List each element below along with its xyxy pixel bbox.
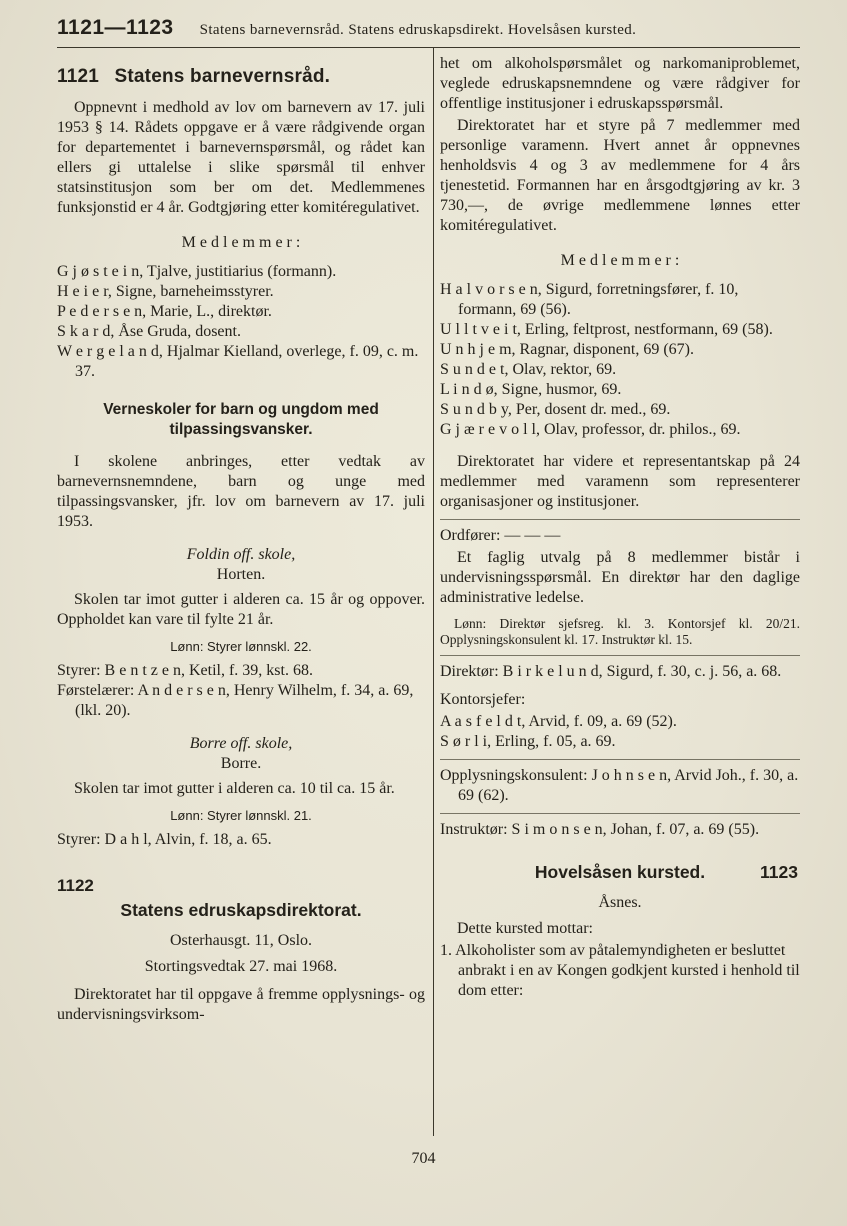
header-page-range: 1121—1123 [57, 16, 174, 39]
two-column-layout [57, 48, 800, 1136]
school-text-foldin: Skolen tar imot gutter i alderen ca. 15 år og oppover. Oppholdet kan vare til fylte 21 år. [57, 591, 425, 628]
entry-1121-number: 1121 [57, 66, 100, 87]
entry-1123-heading [440, 862, 800, 883]
entry-1123-number: 1123 [760, 862, 798, 882]
member-line: L i n d ø, Signe, husmor, 69. [440, 381, 622, 398]
page-header [57, 16, 800, 47]
member-line: G j æ r e v o l l, Olav, professor, dr. philos., 69. [440, 421, 741, 438]
salary-line-borre: Lønn: Styrer lønnskl. 21. [170, 808, 312, 823]
school-place-foldin: Horten. [216, 566, 266, 583]
kontorsjefer-heading: Kontorsjefer: [440, 691, 526, 708]
section-divider [440, 655, 800, 656]
staff-line: Styrer: D a h l, Alvin, f. 18, a. 65. [57, 831, 272, 848]
member-line: U n h j e m, Ragnar, disponent, 69 (67). [440, 341, 694, 358]
kontorsjef-line: A a s f e l d t, Arvid, f. 09, a. 69 (52). [440, 713, 677, 730]
staff-line: Førstelærer: A n d e r s e n, Henry Wilhelm, f. 34, a. 69, (lkl. 20). [57, 682, 414, 719]
members-heading-1121: M e d l e m m e r : [181, 234, 301, 251]
page-footer [0, 1150, 847, 1168]
school-name-borre: Borre off. skole, [189, 735, 293, 752]
member-line: P e d e r s e n, Marie, L., direktør. [57, 303, 272, 320]
member-line: G j ø s t e i n, Tjalve, justitiarius (formann). [57, 263, 337, 280]
member-line: H e i e r, Signe, barneheimsstyrer. [57, 283, 274, 300]
member-line: S u n d b y, Per, dosent dr. med., 69. [440, 401, 671, 418]
entry-1122-continuation: het om alkoholspørsmålet og narkomaniproblemet, veglede edruskapsnemndene og være rådgiver for offentlige institusjoner i edruskapsspørsmål. [440, 55, 800, 112]
section-divider [440, 813, 800, 814]
members-heading-1122: M e d l e m m e r : [560, 252, 680, 269]
instruktor-line: Instruktør: S i m o n s e n, Johan, f. 07, a. 69 (55). [440, 821, 760, 838]
entry-1123-title: Hovelsåsen kursted. [534, 862, 706, 882]
school-name-foldin: Foldin off. skole, [186, 546, 296, 563]
entry-1123-intro: Dette kursted mottar: [457, 920, 593, 937]
member-line: W e r g e l a n d, Hjalmar Kielland, overlege, f. 09, c. m. 37. [57, 343, 419, 380]
staff-line: Styrer: B e n t z e n, Ketil, f. 39, kst. 68. [57, 662, 313, 679]
header-running-title: Statens barnevernsråd. Statens edruskapsdirekt. Hovelsåsen kursted. [199, 22, 637, 38]
opplysningskonsulent-line: Opplysningskonsulent: J o h n s e n, Arvid Joh., f. 30, a. 69 (62). [440, 767, 799, 804]
entry-1122-decree: Stortingsvedtak 27. mai 1968. [144, 958, 338, 975]
member-line: S u n d e t, Olav, rektor, 69. [440, 361, 617, 378]
salary-block-1122: Lønn: Direktør sjefsreg. kl. 3. Kontorsjef kl. 20/21. Opplysningskonsulent kl. 17. Instruktør kl. 15. [440, 616, 800, 647]
entry-1122-board: Direktoratet har et styre på 7 medlemmer med personlige varamenn. Hvert annet år oppnevnes henholdsvis 4 og 3 av medlemmene for 4 års tjenestetid. Formannen har en årsgodtgjøring av kr. 3 730,—, de øvrige medlemmene lønnes etter komitéregulativet. [440, 117, 800, 234]
right-column [440, 48, 800, 1136]
ordforer-line: Ordfører: — — — [440, 527, 561, 544]
section-divider [440, 519, 800, 520]
column-divider [433, 48, 434, 1136]
entry-1122-number: 1122 [57, 876, 94, 895]
member-line: U l l t v e i t, Erling, feltprost, nestformann, 69 (58). [440, 321, 773, 338]
school-place-borre: Borre. [220, 755, 262, 772]
direktor-line: Direktør: B i r k e l u n d, Sigurd, f. 30, c. j. 56, a. 68. [440, 663, 782, 680]
entry-1121-heading [57, 66, 425, 88]
verneskoler-intro: I skolene anbringes, etter vedtak av barnevernsnemndene, barn og unge med tilpassingsvansker, jfr. lov om barnevern av 17. juli 1953. [57, 453, 425, 530]
entry-1123-place: Åsnes. [598, 894, 642, 911]
entry-1122-title: Statens edruskapsdirektorat. [120, 900, 362, 920]
entry-1122-address: Osterhausgt. 11, Oslo. [169, 932, 313, 949]
member-line: H a l v o r s e n, Sigurd, forretningsfører, f. 10, formann, 69 (56). [440, 281, 739, 318]
member-line: S k a r d, Åse Gruda, dosent. [57, 323, 241, 340]
entry-1122-intro-start: Direktoratet har til oppgave å fremme opplysnings- og undervisningsvirksom- [57, 986, 425, 1023]
entry-1121-title: Statens barnevernsråd. [114, 66, 331, 87]
section-divider [440, 759, 800, 760]
entry-1123-item: 1. Alkoholister som av påtalemyndigheten er besluttet anbrakt i en av Kongen godkjent kursted i henhold til dom etter: [440, 942, 800, 999]
entry-1121-intro: Oppnevnt i medhold av lov om barnevern av 17. juli 1953 § 14. Rådets oppgave er å være rådgivende organ for departementet i barnevernspørsmål, og rådet kan ellers gi uttalelse i slike spørsmål til enhver statsinstitusjon som ber om det. Medlemmenes funksjonstid er 4 år. Godtgjøring etter komitéregulativet. [57, 99, 425, 216]
school-text-borre: Skolen tar imot gutter i alderen ca. 10 til ca. 15 år. [74, 780, 395, 797]
page-number: 704 [411, 1150, 436, 1167]
kontorsjef-line: S ø r l i, Erling, f. 05, a. 69. [440, 733, 616, 750]
left-column [57, 48, 425, 1136]
entry-1122-representantskap: Direktoratet har videre et representantskap på 24 medlemmer med varamenn som representerer organisasjoner og institusjoner. [440, 453, 800, 510]
salary-line-foldin: Lønn: Styrer lønnskl. 22. [170, 639, 312, 654]
entry-1122-utvalg: Et faglig utvalg på 8 medlemmer bistår i undervisningsspørsmål. En direktør har den daglige administrative ledelse. [440, 549, 800, 606]
verneskoler-heading: Verneskoler for barn og ungdom med tilpassingsvansker. [103, 401, 379, 438]
